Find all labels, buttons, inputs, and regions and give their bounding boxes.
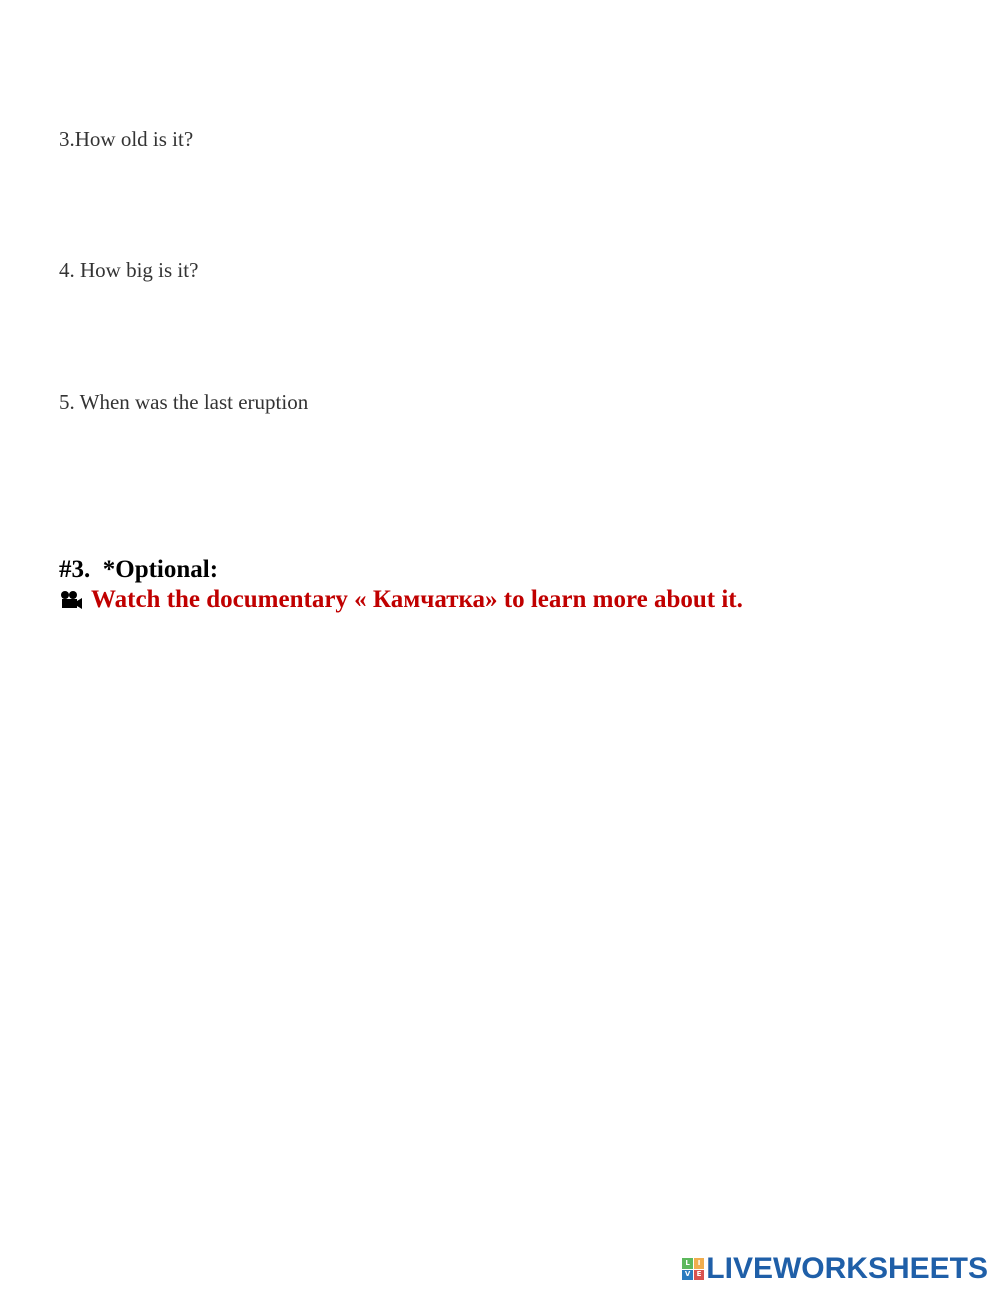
section-heading: #3. *Optional:	[59, 556, 219, 583]
logo-text: LIVEWORKSHEETS	[706, 1252, 988, 1285]
movie-camera-icon	[59, 590, 83, 610]
logo-mark-letter: L	[682, 1258, 693, 1269]
question-3: 3.How old is it?	[59, 127, 194, 151]
liveworksheets-logo[interactable]	[682, 1254, 988, 1284]
logo-mark-icon	[682, 1258, 704, 1280]
optional-note	[59, 587, 743, 612]
logo-mark-letter: V	[682, 1270, 693, 1281]
question-5: 5. When was the last eruption	[59, 390, 309, 414]
question-4: 4. How big is it?	[59, 258, 199, 282]
logo-mark-letter: I	[694, 1258, 705, 1269]
documentary-note: Watch the documentary « Камчатка» to learn more about it.	[91, 586, 743, 613]
logo-mark-letter: E	[694, 1270, 705, 1281]
